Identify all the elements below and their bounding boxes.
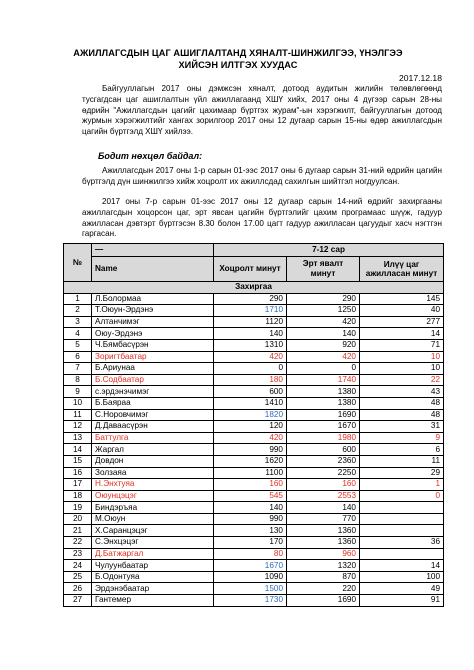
row-number: 24	[64, 560, 92, 572]
table-row	[64, 467, 444, 479]
late-minutes: 1620	[214, 455, 287, 467]
row-number: 25	[64, 571, 92, 583]
late-minutes: 1670	[214, 560, 287, 572]
outside-work-minutes: 71	[360, 339, 444, 351]
early-leave-minutes: 1250	[287, 305, 360, 317]
row-number: 5	[64, 339, 92, 351]
employee-name: Ч.Бямбасүрэн	[92, 339, 214, 351]
early-leave-minutes: 870	[287, 571, 360, 583]
late-minutes: 170	[214, 537, 287, 549]
outside-work-minutes: 9	[360, 432, 444, 444]
row-number: 18	[64, 490, 92, 502]
outside-work-minutes: 48	[360, 409, 444, 421]
early-leave-minutes: 420	[287, 316, 360, 328]
employee-name: Золзаяа	[92, 467, 214, 479]
row-number: 16	[64, 467, 92, 479]
outside-work-minutes	[360, 548, 444, 560]
late-minutes: 545	[214, 490, 287, 502]
employee-name: Биндэръяа	[92, 502, 214, 514]
outside-work-minutes: 0	[360, 490, 444, 502]
early-leave-minutes: 1690	[287, 409, 360, 421]
row-number: 20	[64, 513, 92, 525]
late-minutes: 120	[214, 421, 287, 433]
outside-work-minutes: 100	[360, 571, 444, 583]
outside-work-minutes: 10	[360, 363, 444, 375]
early-leave-minutes: 140	[287, 328, 360, 340]
row-number: 17	[64, 479, 92, 491]
early-leave-minutes: 160	[287, 479, 360, 491]
col-header-outside: Илүү цаг ажилласан минут	[360, 257, 444, 282]
late-minutes: 1730	[214, 595, 287, 607]
table-row	[64, 409, 444, 421]
employee-name: Т.Оюун-Эрдэнэ	[92, 305, 214, 317]
late-minutes: 0	[214, 363, 287, 375]
employee-name: Б.Одонтуяа	[92, 571, 214, 583]
intro-paragraph: Байгууллагын 2017 оны дэмжсэн хяналт, дотоод аудитын жилийн төлөвлөгөөнд тусгагдсан цаг ашиглалтын үйл ажиллагаанд ХШҮ хийх, 2017 оны 4 дүгээр сарын 28-ны өдрийн "Ажиллагсдын цагийг цахимаар бүртгэх журам"-ын хэрэгжилт, байгууллагын дотоод журмын хэрэгжилтийг хангах зорилгоор 2017 оны 12 дугаар сарын 15-ны өдөр ажиллагсдын цагийн бүртгэлд ХШҮ хийлээ.	[82, 84, 442, 137]
late-minutes: 420	[214, 432, 287, 444]
section-heading: Бодит нөхцөл байдал:	[98, 151, 203, 161]
row-number: 21	[64, 525, 92, 537]
table-row	[64, 490, 444, 502]
employee-name: Эрдэнэбаатар	[92, 583, 214, 595]
table-row	[64, 432, 444, 444]
period-header: 7-12 сар	[214, 244, 444, 257]
late-minutes: 600	[214, 386, 287, 398]
table-row	[64, 363, 444, 375]
row-number: 14	[64, 444, 92, 456]
late-minutes: 290	[214, 293, 287, 305]
outside-work-minutes: 11	[360, 455, 444, 467]
early-leave-minutes: 1320	[287, 560, 360, 572]
late-minutes: 1500	[214, 583, 287, 595]
employee-name: с.эрдэнэчимэг	[92, 386, 214, 398]
employee-name: С.Норовчимэг	[92, 409, 214, 421]
employee-name: Б.Ариунаа	[92, 363, 214, 375]
early-leave-minutes: 2553	[287, 490, 360, 502]
table-row	[64, 525, 444, 537]
outside-work-minutes: 40	[360, 305, 444, 317]
row-number: 13	[64, 432, 92, 444]
table-row	[64, 374, 444, 386]
early-leave-minutes: 220	[287, 583, 360, 595]
table-row	[64, 386, 444, 398]
outside-work-minutes: 14	[360, 328, 444, 340]
outside-work-minutes: 22	[360, 374, 444, 386]
table-row	[64, 479, 444, 491]
row-number: 1	[64, 293, 92, 305]
outside-work-minutes: 31	[360, 421, 444, 433]
employee-name: Гантемер	[92, 595, 214, 607]
employee-name: Зоригтбаатар	[92, 351, 214, 363]
employee-name: С.Энхцэцэг	[92, 537, 214, 549]
outside-work-minutes: 43	[360, 386, 444, 398]
row-number: 8	[64, 374, 92, 386]
late-minutes: 140	[214, 328, 287, 340]
early-leave-minutes: 2250	[287, 467, 360, 479]
late-minutes: 1120	[214, 316, 287, 328]
late-minutes: 1100	[214, 467, 287, 479]
table-row	[64, 571, 444, 583]
employee-name: Чулуунбаатар	[92, 560, 214, 572]
table-row	[64, 513, 444, 525]
late-minutes: 990	[214, 444, 287, 456]
employee-name: М.Оюун	[92, 513, 214, 525]
early-leave-minutes: 1740	[287, 374, 360, 386]
row-number: 12	[64, 421, 92, 433]
employee-name: Б.Баяраа	[92, 397, 214, 409]
outside-work-minutes: 1	[360, 479, 444, 491]
early-leave-minutes: 770	[287, 513, 360, 525]
row-number: 11	[64, 409, 92, 421]
outside-work-minutes: 48	[360, 397, 444, 409]
late-minutes: 1410	[214, 397, 287, 409]
outside-work-minutes: 14	[360, 560, 444, 572]
table-row	[64, 397, 444, 409]
late-minutes: 1090	[214, 571, 287, 583]
employee-name: Б.Содбаатар	[92, 374, 214, 386]
table-row	[64, 444, 444, 456]
employee-name: Довдон	[92, 455, 214, 467]
status-paragraph-1: Ажиллагсдын 2017 оны 1-р сарын 01-ээс 2017 оны 6 дугаар сарын 31-ний өдрийн цагийн бүртгэлд дүн шинжилгээ хийж хоцролт их ажиллсдад сахилгын шийтгэл ногдуулсан.	[82, 166, 442, 186]
row-number: 3	[64, 316, 92, 328]
outside-work-minutes: 29	[360, 467, 444, 479]
row-number: 7	[64, 363, 92, 375]
late-minutes: 80	[214, 548, 287, 560]
row-number: 9	[64, 386, 92, 398]
table-row	[64, 502, 444, 514]
table-row	[64, 548, 444, 560]
employee-name: Н.Энхтуяа	[92, 479, 214, 491]
employee-name: Алтанчимэг	[92, 316, 214, 328]
outside-work-minutes: 6	[360, 444, 444, 456]
row-number: 27	[64, 595, 92, 607]
status-paragraph-2: 2017 оны 7-р сарын 01-ээс 2017 оны 12 дугаар сарын 14-ний өдрийг захиргааны ажиллагсдын хоцорсон цаг, эрт явсан цагийн бүртгэлийг цахим програмаас шүүж, гадуур ажилласан дэвтэрт бүртгэсэн 8.30 болон 17.00 цагт гадуур ажилласан цагуудыг хасч нэгтгэн гаргасан.	[82, 197, 442, 239]
document-date: 2017.12.18	[398, 73, 442, 83]
early-leave-minutes: 140	[287, 502, 360, 514]
row-number: 10	[64, 397, 92, 409]
outside-work-minutes: 49	[360, 583, 444, 595]
employee-name: Оюунцэцэг	[92, 490, 214, 502]
early-leave-minutes: 600	[287, 444, 360, 456]
table-row	[64, 293, 444, 305]
early-leave-minutes: 920	[287, 339, 360, 351]
row-number: 22	[64, 537, 92, 549]
table-row	[64, 595, 444, 607]
outside-work-minutes: 277	[360, 316, 444, 328]
table-row	[64, 316, 444, 328]
early-leave-minutes: 290	[287, 293, 360, 305]
row-number: 4	[64, 328, 92, 340]
outside-work-minutes: 91	[360, 595, 444, 607]
outside-work-minutes: 10	[360, 351, 444, 363]
employee-name: Жаргал	[92, 444, 214, 456]
table-row	[64, 305, 444, 317]
employee-name: Оюу-Эрдэнэ	[92, 328, 214, 340]
outside-work-minutes	[360, 502, 444, 514]
outside-work-minutes: 145	[360, 293, 444, 305]
early-leave-minutes: 420	[287, 351, 360, 363]
early-leave-minutes: 1360	[287, 537, 360, 549]
col-header-late: Хоцролт минут	[214, 257, 287, 282]
outside-work-minutes	[360, 513, 444, 525]
row-number: 6	[64, 351, 92, 363]
late-minutes: 180	[214, 374, 287, 386]
employee-name: Х.Саранцэцэг	[92, 525, 214, 537]
row-number: 2	[64, 305, 92, 317]
early-leave-minutes: 2360	[287, 455, 360, 467]
outside-work-minutes: 36	[360, 537, 444, 549]
early-leave-minutes: 0	[287, 363, 360, 375]
early-leave-minutes: 1980	[287, 432, 360, 444]
early-leave-minutes: 1380	[287, 386, 360, 398]
col-header-blank: —	[92, 244, 214, 257]
late-minutes: 990	[214, 513, 287, 525]
outside-work-minutes	[360, 525, 444, 537]
late-minutes: 130	[214, 525, 287, 537]
col-header-name: Name	[92, 257, 214, 282]
table-row	[64, 560, 444, 572]
late-minutes: 160	[214, 479, 287, 491]
table-row	[64, 583, 444, 595]
table-row	[64, 328, 444, 340]
late-minutes: 1310	[214, 339, 287, 351]
employee-name: Д.Даваасүрэн	[92, 421, 214, 433]
late-minutes: 140	[214, 502, 287, 514]
attendance-table	[63, 243, 444, 607]
early-leave-minutes: 1360	[287, 525, 360, 537]
table-row	[64, 537, 444, 549]
late-minutes: 1820	[214, 409, 287, 421]
col-header-no: №	[64, 244, 92, 282]
employee-name: Д.Батжаргал	[92, 548, 214, 560]
late-minutes: 420	[214, 351, 287, 363]
table-row	[64, 455, 444, 467]
early-leave-minutes: 1380	[287, 397, 360, 409]
section-row: Захиргаа	[64, 282, 444, 294]
row-number: 15	[64, 455, 92, 467]
row-number: 26	[64, 583, 92, 595]
table-row	[64, 351, 444, 363]
table-row	[64, 339, 444, 351]
late-minutes: 1710	[214, 305, 287, 317]
col-header-early: Эрт явалт минут	[287, 257, 360, 282]
table-row	[64, 421, 444, 433]
row-number: 23	[64, 548, 92, 560]
employee-name: Баттулга	[92, 432, 214, 444]
row-number: 19	[64, 502, 92, 514]
early-leave-minutes: 1690	[287, 595, 360, 607]
early-leave-minutes: 960	[287, 548, 360, 560]
document-title: АЖИЛЛАГСДЫН ЦАГ АШИГЛАЛТАНД ХЯНАЛТ-ШИНЖИЛГЭЭ, ҮНЭЛГЭЭ ХИЙСЭН ИЛТГЭХ ХУУДАС	[73, 48, 403, 70]
employee-name: Л.Болормаа	[92, 293, 214, 305]
early-leave-minutes: 1670	[287, 421, 360, 433]
